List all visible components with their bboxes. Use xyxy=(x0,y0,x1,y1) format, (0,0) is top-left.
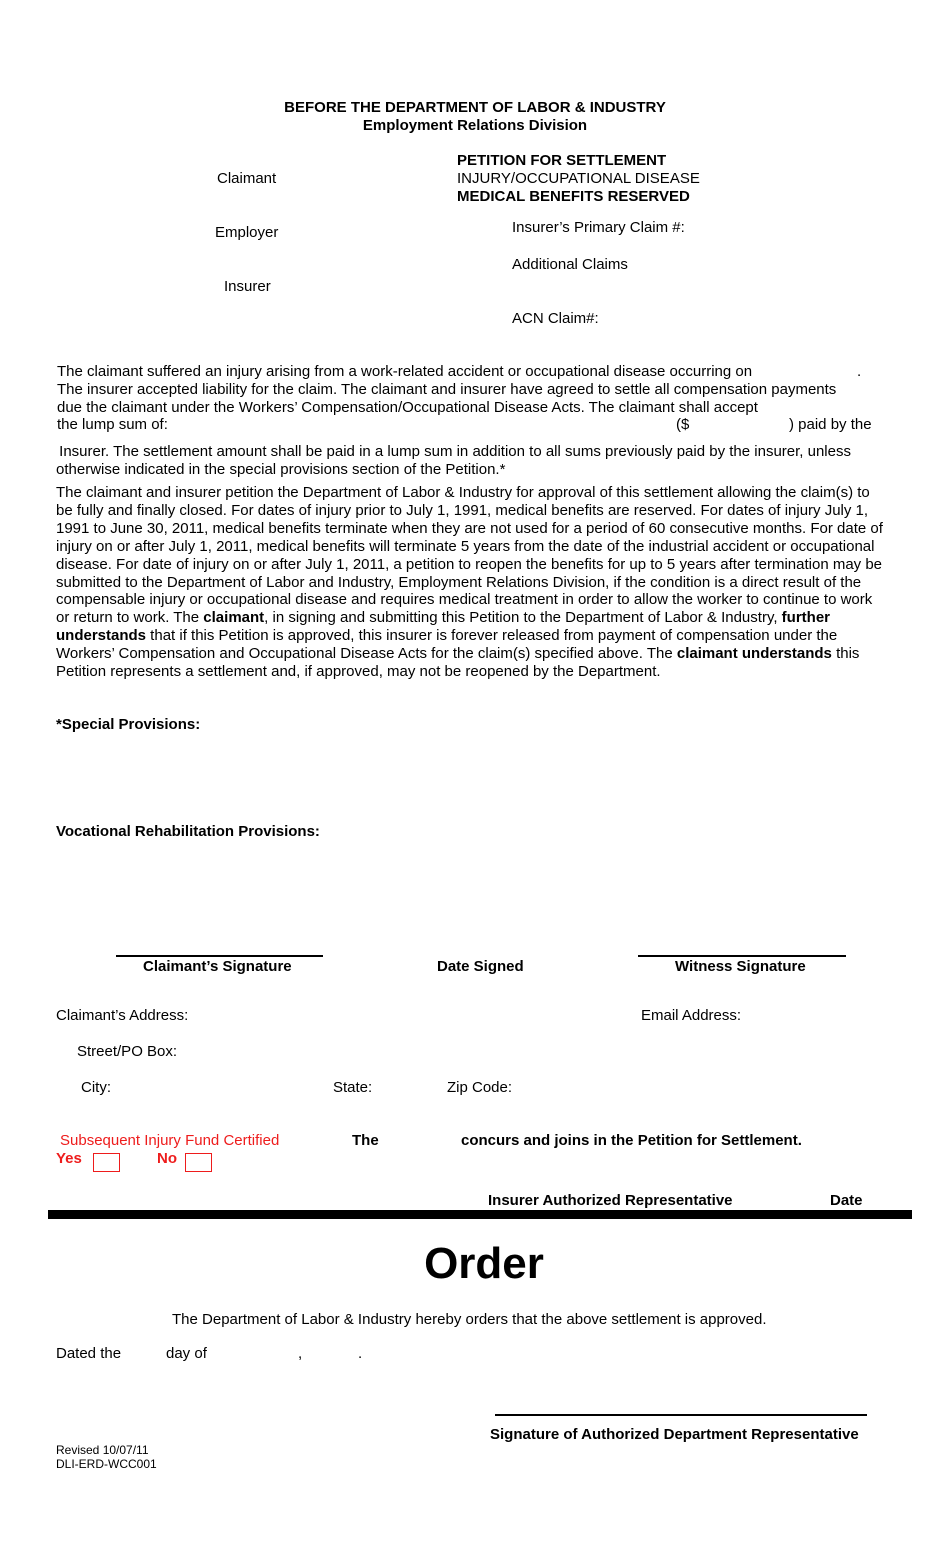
claimant-address-label: Claimant’s Address: xyxy=(56,1007,189,1024)
insurer-rep-label: Insurer Authorized Representative xyxy=(488,1192,733,1209)
settlement-terms-paragraph: The claimant and insurer petition the Department of Labor & Industry for approval of this settlement allowing the claim(s) to be fully and finally closed. For dates of injury prior to July 1, 1991, medical benefits are reserved. For dates of injury July 1, 1991 to June 30, 2011, medical benefits terminate when they are not used for a period of 60 consecutive months. For date of injury on or after July 1, 2011, medical benefits will terminate 5 years from the date of the industrial accident or occupational disease. For date of injury on or after July 1, 2011, a petition to reopen the benefits for up to 5 years after termination may be submitted to the Department of Labor and Industry, Employment Relations Division, if the condition is a direct result of the compensable injury or occupational disease and requires medical treatment in order to allow the worker to continue to work or return to work. The claimant, in signing and submitting this Petition to the Department of Labor & Industry, further understands that if this Petition is approved, this insurer is forever released from payment of compensation under the Workers’ Compensation and Occupational Disease Acts for the claim(s) specified above. The claimant understands this Petition represents a settlement and, if approved, may not be reopened by the Department. xyxy=(56,484,883,681)
date-signed-label: Date Signed xyxy=(437,958,524,975)
injury-statement-line2: The insurer accepted liability for the claim. The claimant and insurer have agreed to settle all compensation payments xyxy=(57,381,837,398)
vocational-provisions-heading: Vocational Rehabilitation Provisions: xyxy=(56,823,320,840)
injury-statement-line3: due the claimant under the Workers’ Compensation/Occupational Disease Acts. The claimant shall accept xyxy=(57,399,758,416)
street-label: Street/PO Box: xyxy=(77,1043,178,1060)
witness-signature-label: Witness Signature xyxy=(675,958,806,975)
zip-code-label: Zip Code: xyxy=(447,1079,513,1096)
city-label: City: xyxy=(81,1079,111,1096)
primary-claim-label: Insurer’s Primary Claim #: xyxy=(512,219,685,236)
insurer-date-label: Date xyxy=(830,1192,863,1209)
acn-claim-label: ACN Claim#: xyxy=(512,310,599,327)
sif-yes-label: Yes xyxy=(56,1150,82,1167)
dated-the-label: Dated the xyxy=(56,1345,122,1362)
petition-subtitle: INJURY/OCCUPATIONAL DISEASE xyxy=(457,170,700,187)
claimant-label: Claimant xyxy=(217,170,277,187)
order-text: The Department of Labor & Industry hereby orders that the above settlement is approved. xyxy=(172,1311,767,1328)
revised-date: Revised 10/07/11 xyxy=(56,1443,149,1457)
petition-title: PETITION FOR SETTLEMENT xyxy=(457,152,667,169)
department-heading: BEFORE THE DEPARTMENT OF LABOR & INDUSTRY xyxy=(284,99,666,116)
sif-yes-checkbox[interactable] xyxy=(93,1153,120,1172)
state-label: State: xyxy=(333,1079,373,1096)
insurer-label: Insurer xyxy=(224,278,271,295)
concurs-text: concurs and joins in the Petition for Settlement. xyxy=(461,1132,802,1149)
lump-sum-label: the lump sum of: xyxy=(57,416,168,433)
claimant-signature-label: Claimant’s Signature xyxy=(143,958,292,975)
date-comma: , xyxy=(298,1345,303,1362)
paid-by-text: ) paid by the xyxy=(789,416,872,433)
settlement-amount-line: Insurer. The settlement amount shall be paid in a lump sum in addition to all sums previously paid by the insurer, unless xyxy=(55,443,851,460)
email-address-label: Email Address: xyxy=(641,1007,742,1024)
special-provisions-note: otherwise indicated in the special provisions section of the Petition.* xyxy=(56,461,506,478)
witness-signature-line xyxy=(638,955,846,957)
employer-label: Employer xyxy=(215,224,279,241)
order-divider xyxy=(48,1210,912,1219)
injury-statement-line1: The claimant suffered an injury arising from a work-related accident or occupational disease occurring on xyxy=(57,363,753,380)
date-period: . xyxy=(358,1345,363,1362)
claimant-signature-line xyxy=(116,955,323,957)
special-provisions-heading: *Special Provisions: xyxy=(56,716,201,733)
sif-no-checkbox[interactable] xyxy=(185,1153,212,1172)
injury-statement-period: . xyxy=(857,363,862,380)
medical-benefits-reserved: MEDICAL BENEFITS RESERVED xyxy=(457,188,690,205)
department-signature-line xyxy=(495,1414,867,1416)
sif-certified-label: Subsequent Injury Fund Certified xyxy=(60,1132,280,1149)
sif-no-label: No xyxy=(157,1150,177,1167)
form-id: DLI-ERD-WCC001 xyxy=(56,1457,157,1471)
day-of-label: day of xyxy=(166,1345,207,1362)
additional-claims-label: Additional Claims xyxy=(512,256,628,273)
insurer-the-label: The xyxy=(352,1132,379,1149)
order-title: Order xyxy=(424,1239,544,1288)
division-heading: Employment Relations Division xyxy=(362,117,588,134)
department-signature-label: Signature of Authorized Department Representative xyxy=(490,1426,859,1443)
lump-sum-paren: ($ xyxy=(676,416,690,433)
